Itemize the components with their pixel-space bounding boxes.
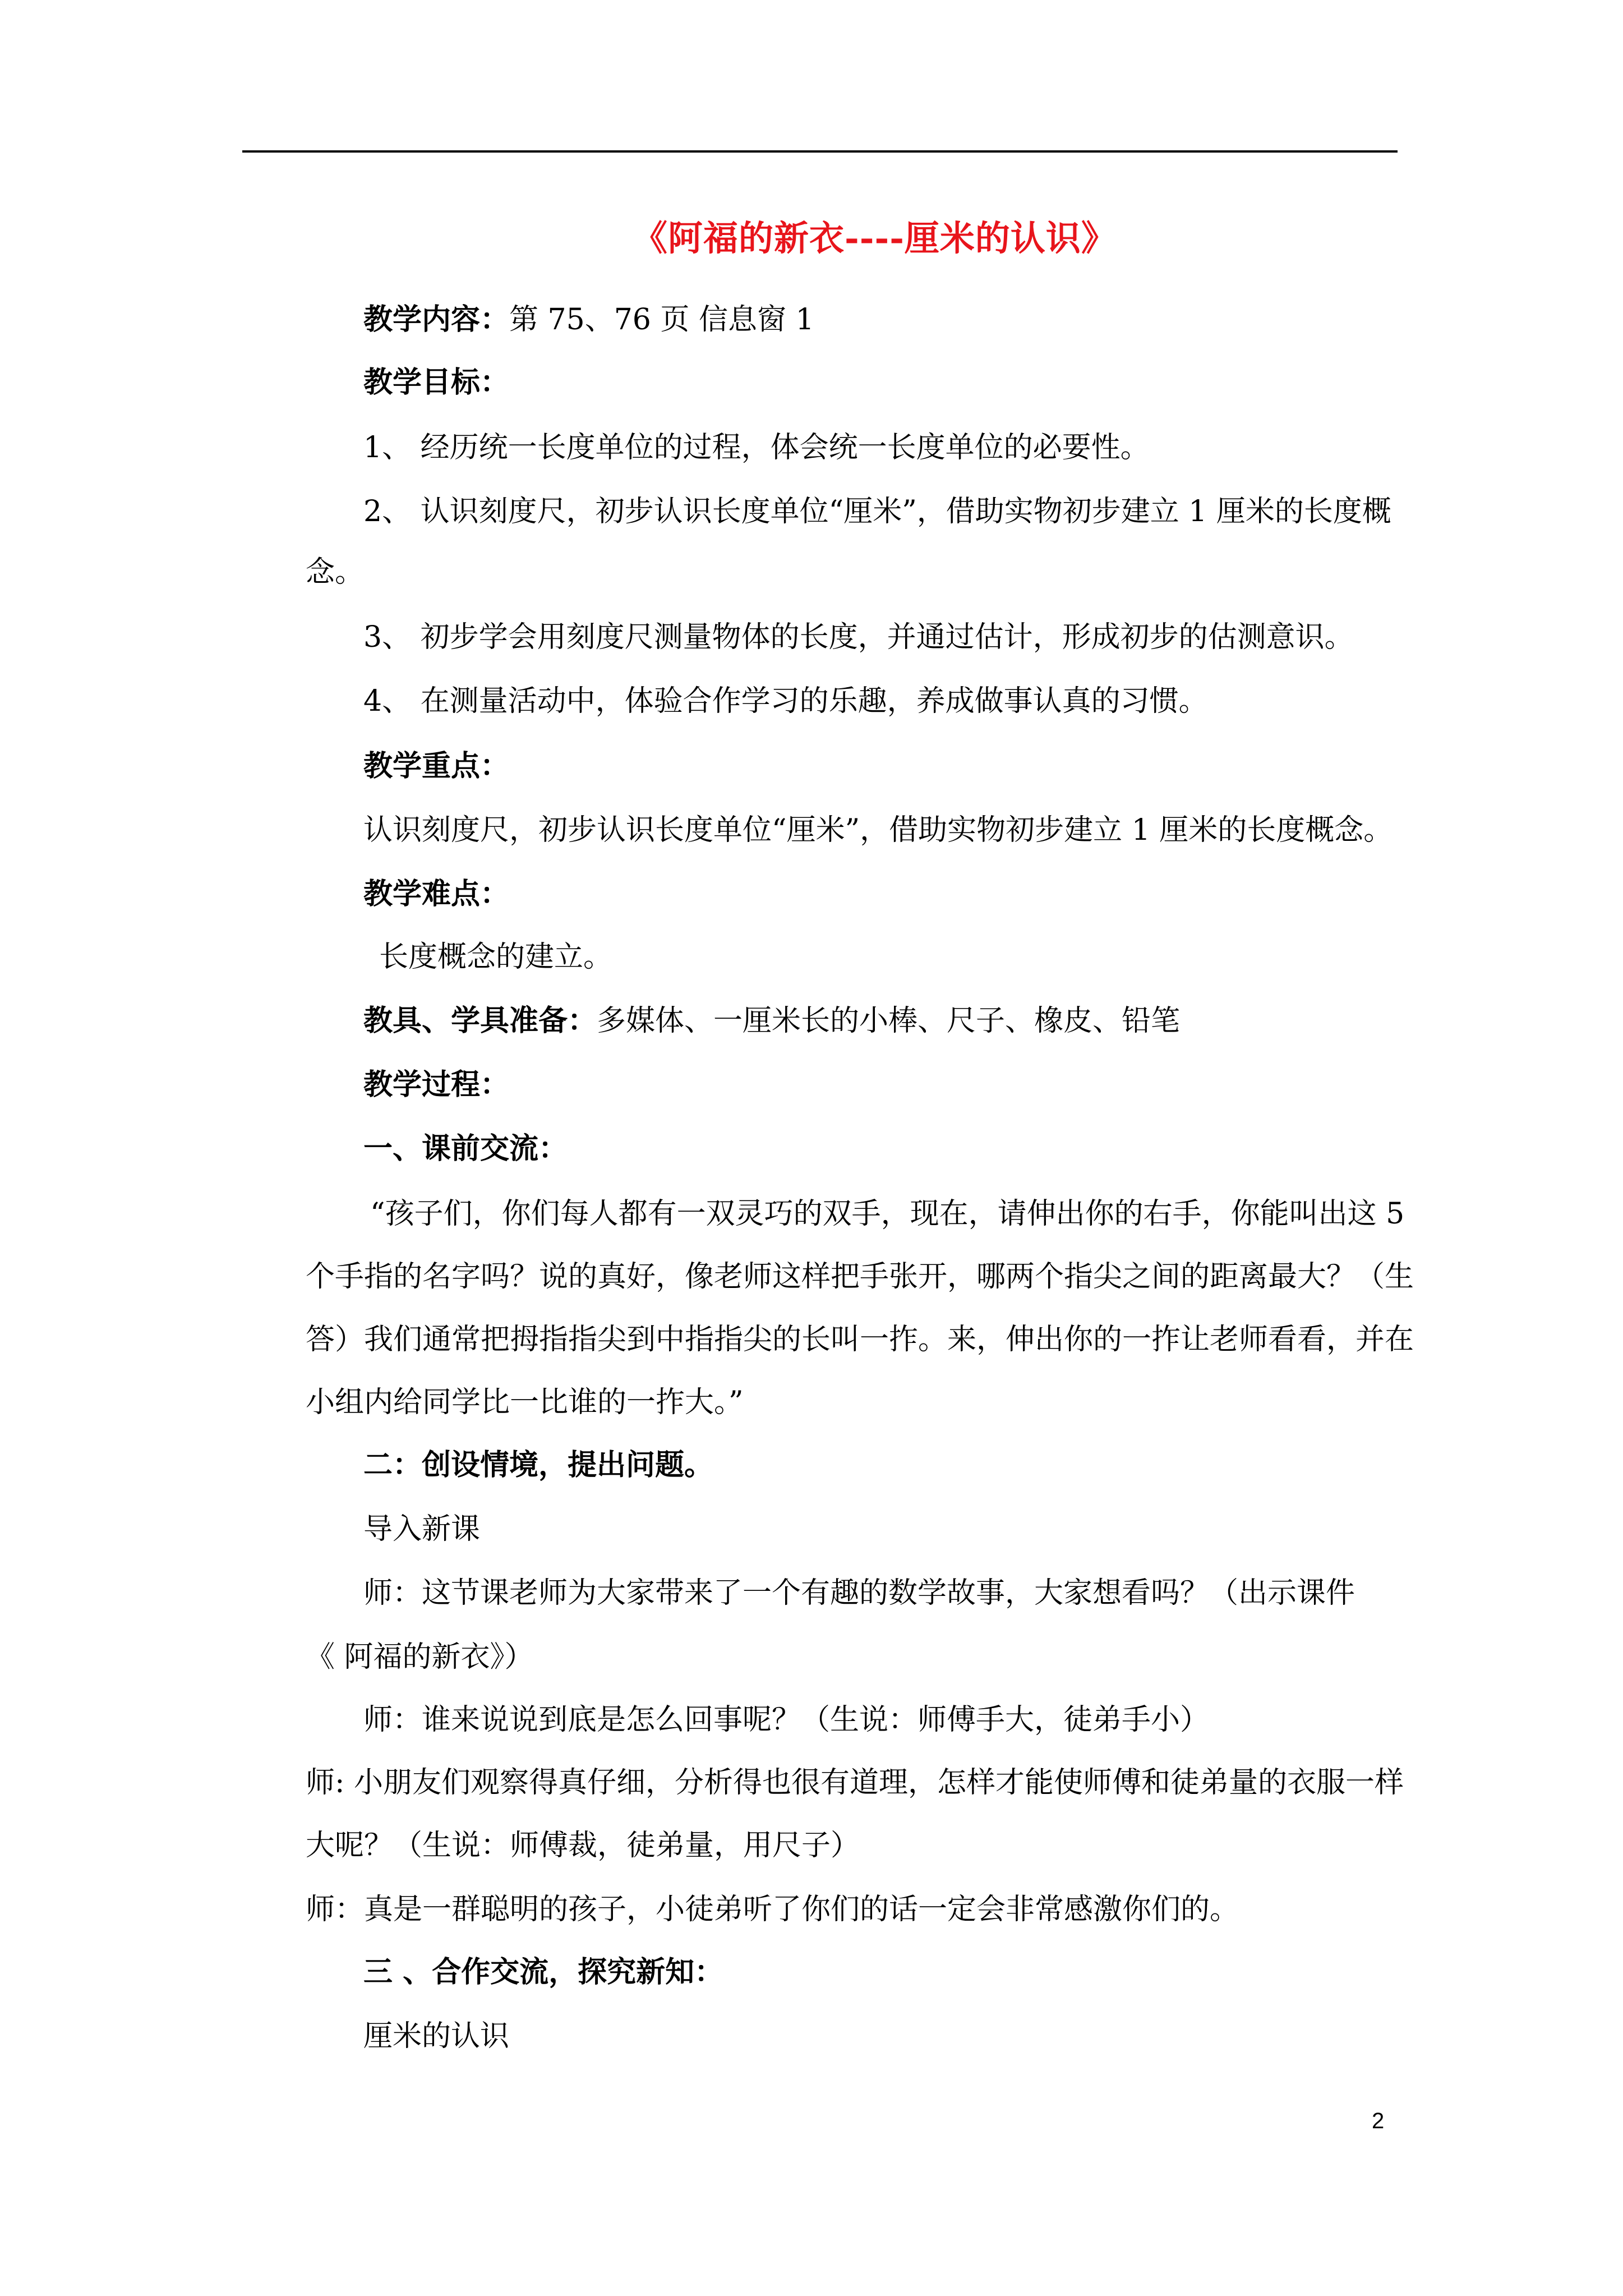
teaching-content-label: 教学内容： [363, 302, 510, 337]
goal-item-continuation: 念。 [306, 555, 365, 589]
goal-item: 4、 在测量活动中，体验合作学习的乐趣，养成做事认真的习惯。 [363, 684, 1208, 718]
goals-heading: 教学目标： [363, 365, 510, 399]
paragraph-line: 小组内给同学比一比谁的一拃大。” [306, 1386, 744, 1419]
paragraph-line: “孩子们，你们每人都有一双灵巧的双手，现在，请伸出你的右手，你能叫出这 5 [370, 1197, 1405, 1231]
paragraph-line: 答）我们通常把拇指指尖到中指指尖的长叫一拃。来，伸出你的一拃让老师看看，并在 [306, 1323, 1414, 1356]
teaching-content [363, 297, 814, 342]
page-number: 2 [1372, 2109, 1385, 2133]
key-point-text: 认识刻度尺，初步认识长度单位“厘米”，借助实物初步建立 1 厘米的长度概念。 [363, 813, 1393, 847]
paragraph-line: 师: 小朋友们观察得真仔细，分析得也很有道理，怎样才能使师傅和徒弟量的衣服一样 [306, 1766, 1404, 1800]
key-point-heading: 教学重点： [363, 749, 510, 783]
paragraph-line: 导入新课 [363, 1512, 481, 1546]
materials [363, 999, 1180, 1043]
paragraph-line: 师：真是一群聪明的孩子，小徒弟听了你们的话一定会非常感激你们的。 [306, 1893, 1239, 1926]
goal-item: 1、 经历统一长度单位的过程，体会统一长度单位的必要性。 [363, 431, 1150, 464]
paragraph-line: 师：这节课老师为大家带来了一个有趣的数学故事，大家想看吗？（出示课件 [363, 1576, 1355, 1610]
section1-heading: 一、课前交流： [363, 1131, 568, 1166]
goal-item: 3、 初步学会用刻度尺测量物体的长度，并通过估计，形成初步的估测意识。 [363, 620, 1354, 654]
materials-label: 教具、学具准备： [363, 1004, 597, 1038]
section2-heading: 二：创设情境，提出问题。 [363, 1448, 714, 1482]
paragraph-line: 《 阿福的新衣》） [306, 1640, 534, 1674]
header-rule [242, 150, 1398, 153]
teaching-content-value: 第 75、76 页 信息窗 1 [509, 303, 814, 337]
paragraph-line: 厘米的认识 [363, 2019, 510, 2053]
process-heading: 教学过程： [363, 1068, 510, 1102]
difficulty-text: 长度概念的建立。 [379, 940, 613, 974]
paragraph-line: 个手指的名字吗？说的真好，像老师这样把手张开，哪两个指尖之间的距离最大？（生 [306, 1260, 1414, 1294]
paragraph-line: 师：谁来说说到底是怎么回事呢？（生说：师傅手大，徒弟手小） [363, 1703, 1210, 1737]
materials-value: 多媒体、一厘米长的小棒、尺子、橡皮、铅笔 [597, 1004, 1181, 1038]
difficulty-heading: 教学难点： [363, 877, 510, 911]
goal-item: 2、 认识刻度尺，初步认识长度单位“厘米”，借助实物初步建立 1 厘米的长度概 [363, 495, 1391, 528]
document-title: 《阿福的新衣----厘米的认识》 [633, 218, 1117, 259]
section3-heading: 三 、合作交流，探究新知： [363, 1955, 724, 1989]
paragraph-line: 大呢？（生说：师傅裁，徒弟量，用尺子） [306, 1829, 860, 1862]
